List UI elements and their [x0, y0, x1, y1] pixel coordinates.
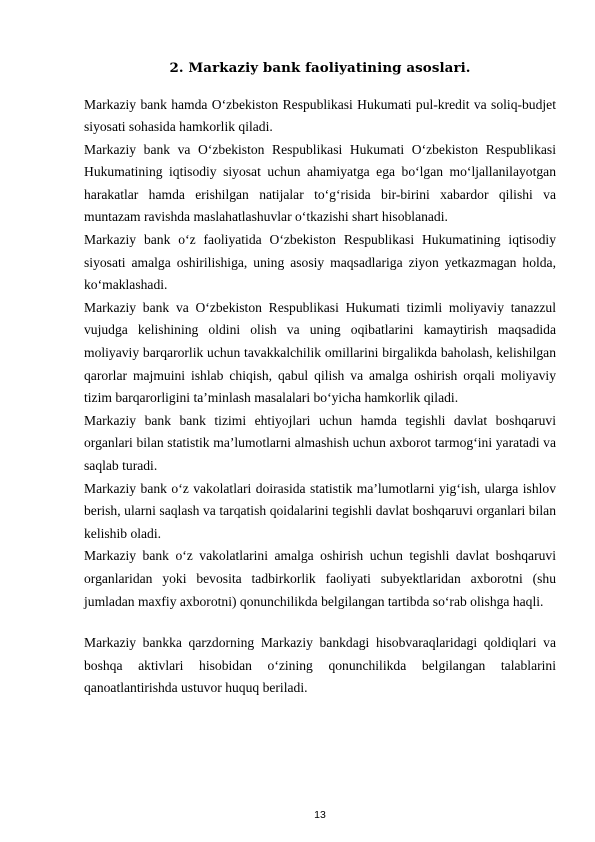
paragraph: Markaziy bank hamda O‘zbekiston Respublikasi Hukumati pul-kredit va soliq-budjet siyosati sohasida hamkorlik qiladi.: [84, 96, 556, 135]
paragraph: Markaziy bank o‘z faoliyatida O‘zbekiston Respublikasi Hukumatining iqtisodiy siyosati amalga oshirilishiga, uning asosiy maqsadlariga ziyon yetkazmagan holda, ko‘maklashadi.: [84, 232, 556, 293]
paragraph: Markaziy bank bank tizimi ehtiyojlari uchun hamda tegishli davlat boshqaruvi organlari bilan statistik ma’lumotlarni almashish uchun axborot tarmog‘ini yaratadi va saqlab turadi.: [84, 412, 556, 473]
paragraph: Markaziy bank o‘z vakolatlarini amalga oshirish uchun tegishli davlat boshqaruvi organlaridan yoki bevosita tadbirkorlik faoliyati subyektlaridan axborotni (shu jumladan maxfiy axborotni) qonunchilikda belgilangan tartibda so‘rab olishga haqli.: [84, 548, 556, 609]
paragraph: Markaziy bank va O‘zbekiston Respublikasi Hukumati tizimli moliyaviy tanazzul vujudga kelishining oldini olish va uning oqibatlarini kamaytirish maqsadida moliyaviy barqarorlik uchun tavakkalchilik omillarini birgalikda baholash, kelishilgan qarorlar majmuini ishlab chiqish, qabul qilish va amalga oshirish orqali moliyaviy tizim barqarorligini ta’minlash masalalari bo‘yicha hamkorlik qiladi.: [84, 299, 556, 406]
page-number: 13: [314, 809, 326, 821]
body-text: [84, 94, 556, 700]
paragraph: Markaziy bankka qarzdorning Markaziy bankdagi hisobvaraqlaridagi qoldiqlari va boshqa aktivlari hisobidan o‘zining qonunchilikda belgilangan talablarini qanoatlantirishda ustuvor huquq beriladi.: [84, 635, 556, 696]
section-heading: 2. Markaziy bank faoliyatining asoslari.: [169, 60, 471, 76]
paragraph: Markaziy bank va O‘zbekiston Respublikasi Hukumati O‘zbekiston Respublikasi Hukumatining iqtisodiy siyosat uchun ahamiyatga ega bo‘lgan mo‘ljallanilayotgan harakatlar hamda erishilgan natijalar to‘g‘risida bir-birini xabardor qilishi va muntazam ravishda maslahatlashuvlar o‘tkazishi shart hisoblanadi.: [84, 141, 556, 225]
paragraph: Markaziy bank o‘z vakolatlari doirasida statistik ma’lumotlarni yig‘ish, ularga ishlov berish, ularni saqlash va tarqatish qoidalarini tegishli davlat boshqaruvi organlari bilan kelishib oladi.: [84, 480, 556, 541]
